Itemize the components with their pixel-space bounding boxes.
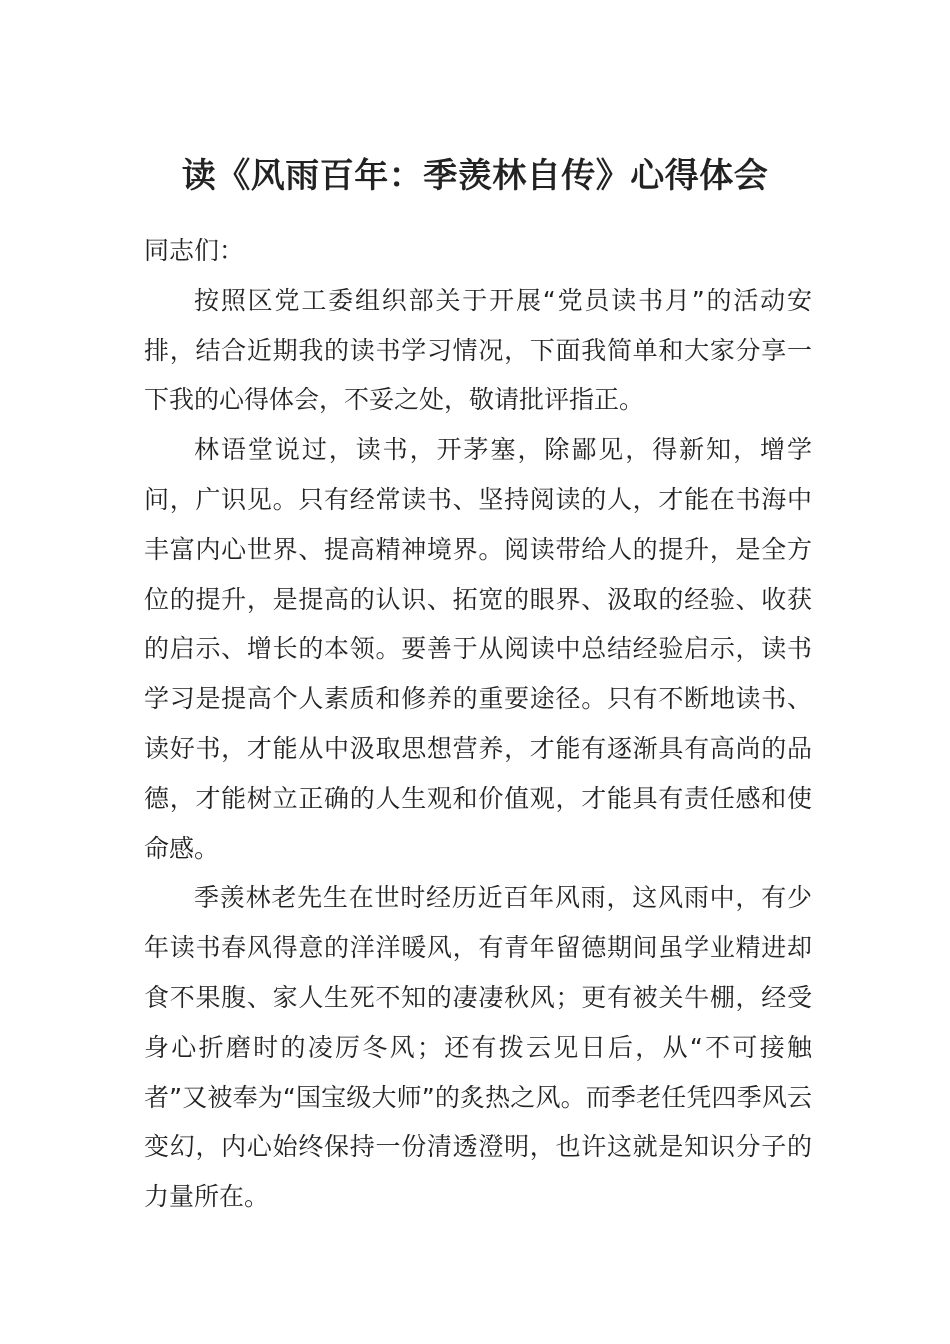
document-title: 读《风雨百年：季羡林自传》心得体会: [181, 156, 769, 196]
paragraph-reading-value: 林语堂说过，读书，开茅塞，除鄙见，得新知，增学问，广识见。只有经常读书、坚持阅读的人，才能在书海中丰富内心世界、提高精神境界。阅读带给人的提升，是全方位的提升，是提高的认识、拓宽的眼界、汲取的经验、收获的启示、增长的本领。要善于从阅读中总结经验启示，读书学习是提高个人素质和修养的重要途径。只有不断地读书、读好书，才能从中汲取思想营养，才能有逐渐具有高尚的品德，才能树立正确的人生观和价值观，才能具有责任感和使命感。: [144, 435, 812, 863]
paragraph-intro: 按照区党工委组织部关于开展“党员读书月”的活动安排，结合近期我的读书学习情况，下面我简单和大家分享一下我的心得体会，不妥之处，敬请批评指正。: [144, 285, 812, 415]
paragraph-ji-xianlin: 季羡林老先生在世时经历近百年风雨，这风雨中，有少年读书春风得意的洋洋暖风，有青年留德期间虽学业精进却食不果腹、家人生死不知的凄凄秋风；更有被关牛棚，经受身心折磨时的凌厉冬风；还有拨云见日后，从“不可接触者”又被奉为“国宝级大师”的炙热之风。而季老任凭四季风云变幻，内心始终保持一份清透澄明，也许这就是知识分子的力量所在。: [144, 883, 812, 1212]
greeting-line: 同志们：: [144, 236, 245, 265]
document-body: [144, 226, 812, 1222]
